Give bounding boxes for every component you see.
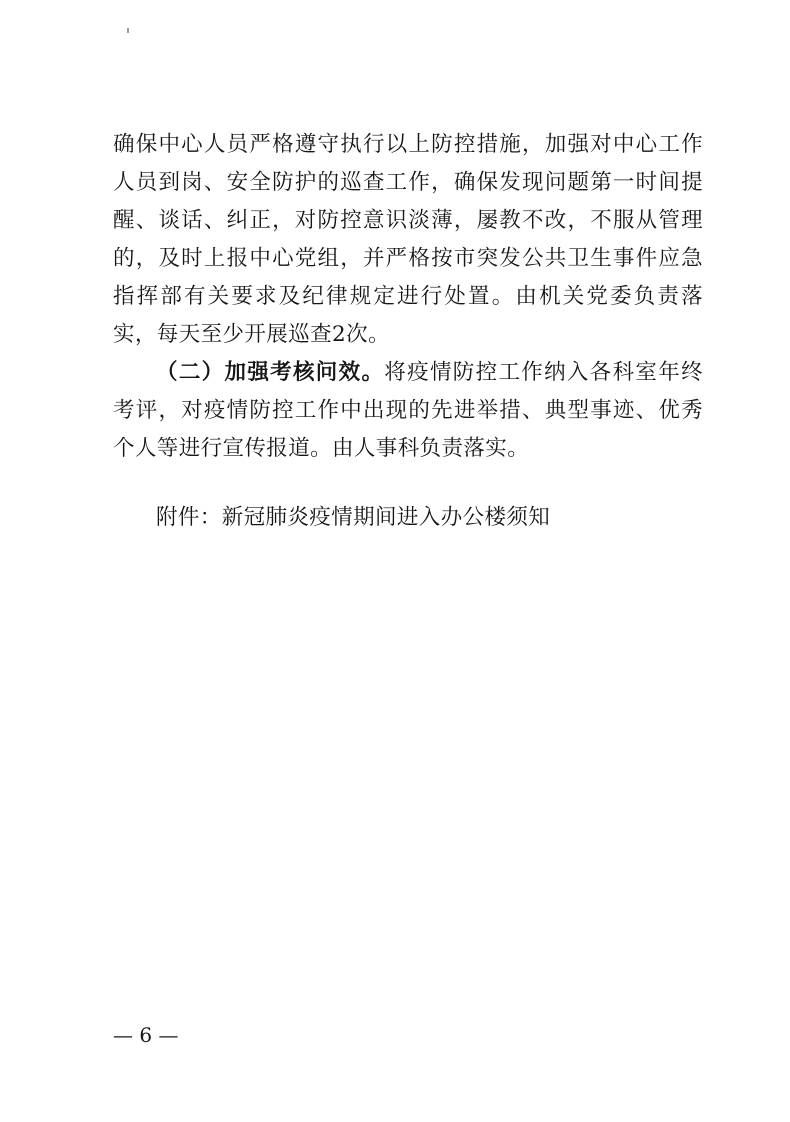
section-heading: （二）加强考核问效。 (156, 360, 385, 385)
attachment-line: 附件：新冠肺炎疫情期间进入办公楼须知 (156, 505, 551, 530)
paragraph-assessment (113, 354, 703, 468)
paragraph-continuation: 确保中心人员严格遵守执行以上防控措施，加强对中心工作人员到岗、安全防护的巡查工作，确保发现问题第一时间提醒、谈话、纠正，对防控意识淡薄，屡教不改，不服从管理的，及时上报中心党组，并严格按市突发公共卫生事件应急指挥部有关要求及纪律规定进行处置。由机关党委负责落实，每天至少开展巡查2次。 (113, 132, 703, 347)
paragraph-assessment-text: 将疫情防控工作纳入各科室年终考评，对疫情防控工作中出现的先进举措、典型事迹、优秀个人等进行宣传报道。由人事科负责落实。 (113, 360, 703, 461)
page-number: — 6 — (113, 1023, 179, 1047)
body-text (113, 126, 703, 468)
scan-mark (127, 28, 129, 33)
